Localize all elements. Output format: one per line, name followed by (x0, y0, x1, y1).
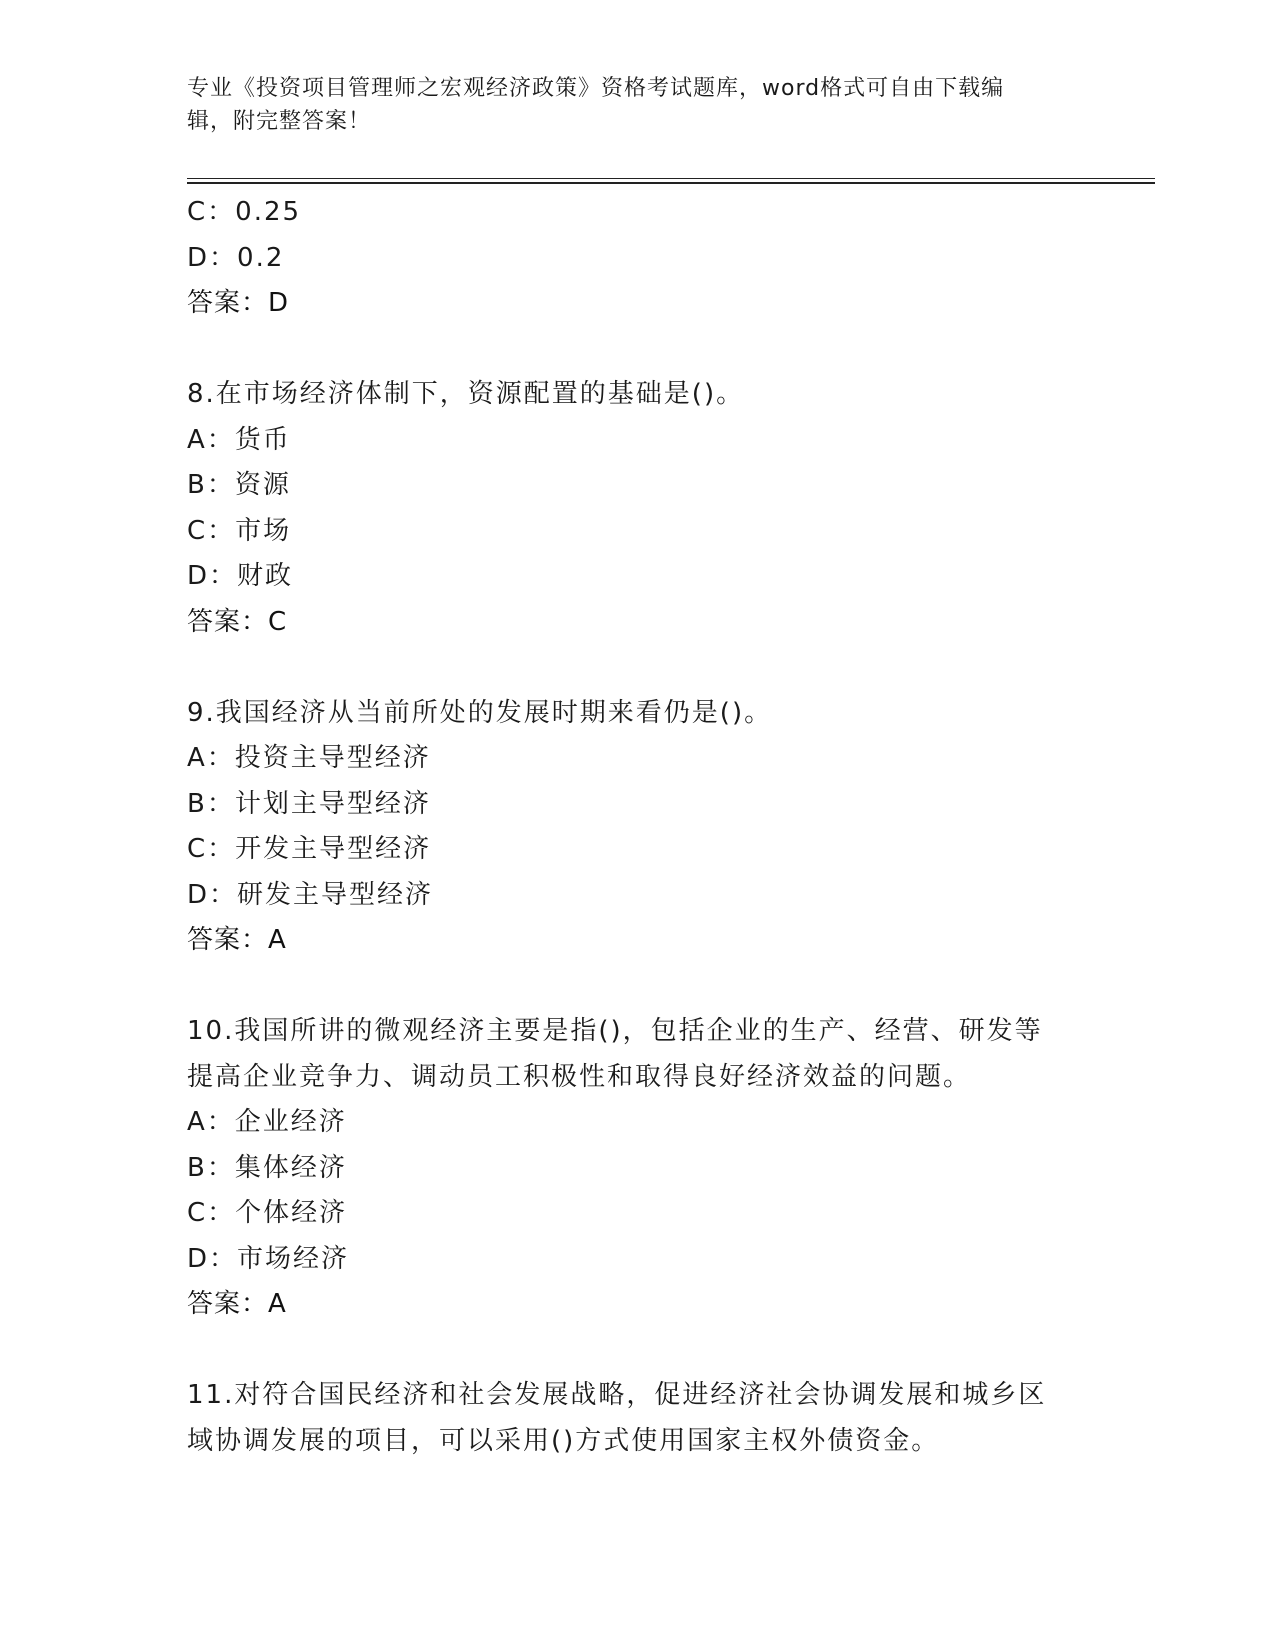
option-c: C：0.25 (187, 197, 302, 227)
question-list (187, 190, 1087, 1464)
option-c: C：开发主导型经济 (187, 834, 432, 864)
option-c: C：市场 (187, 515, 292, 546)
header-line-2: 辑，附完整答案！ (187, 109, 372, 134)
option-d: D：财政 (187, 561, 294, 591)
option-a: A：货币 (187, 424, 291, 455)
document-header (187, 72, 1067, 138)
question-block-8 (187, 372, 1087, 645)
question-text: 9.我国经济从当前所处的发展时期来看仍是()。 (187, 697, 773, 728)
option-d: D：市场经济 (187, 1243, 350, 1274)
question-block-prev (187, 190, 1087, 327)
option-d: D：0.2 (187, 242, 285, 273)
question-block-10 (187, 1009, 1087, 1328)
answer-line: 答案：D (187, 288, 290, 318)
question-block-11 (187, 1373, 1087, 1464)
option-a: A：企业经济 (187, 1107, 347, 1137)
option-a: A：投资主导型经济 (187, 743, 431, 773)
question-text-line-2: 域协调发展的项目，可以采用()方式使用国家主权外债资金。 (187, 1425, 940, 1456)
option-c: C：个体经济 (187, 1198, 348, 1228)
header-divider-thick (187, 182, 1155, 184)
option-d: D：研发主导型经济 (187, 879, 434, 910)
answer-line: 答案：A (187, 925, 287, 955)
option-b: B：集体经济 (187, 1152, 347, 1183)
option-b: B：资源 (187, 470, 291, 500)
header-line-1: 专业《投资项目管理师之宏观经济政策》资格考试题库，word格式可自由下载编 (187, 76, 1005, 101)
question-block-9 (187, 691, 1087, 964)
question-text-line-2: 提高企业竞争力、调动员工积极性和取得良好经济效益的问题。 (187, 1061, 972, 1092)
header-divider-thin (187, 178, 1155, 179)
option-b: B：计划主导型经济 (187, 788, 431, 819)
answer-line: 答案：C (187, 606, 288, 637)
question-text: 8.在市场经济体制下，资源配置的基础是()。 (187, 379, 745, 409)
question-text-line-1: 10.我国所讲的微观经济主要是指()，包括企业的生产、经营、研发等 (187, 1016, 1043, 1046)
question-text-line-1: 11.对符合国民经济和社会发展战略，促进经济社会协调发展和城乡区 (187, 1380, 1047, 1410)
answer-line: 答案：A (187, 1289, 287, 1319)
